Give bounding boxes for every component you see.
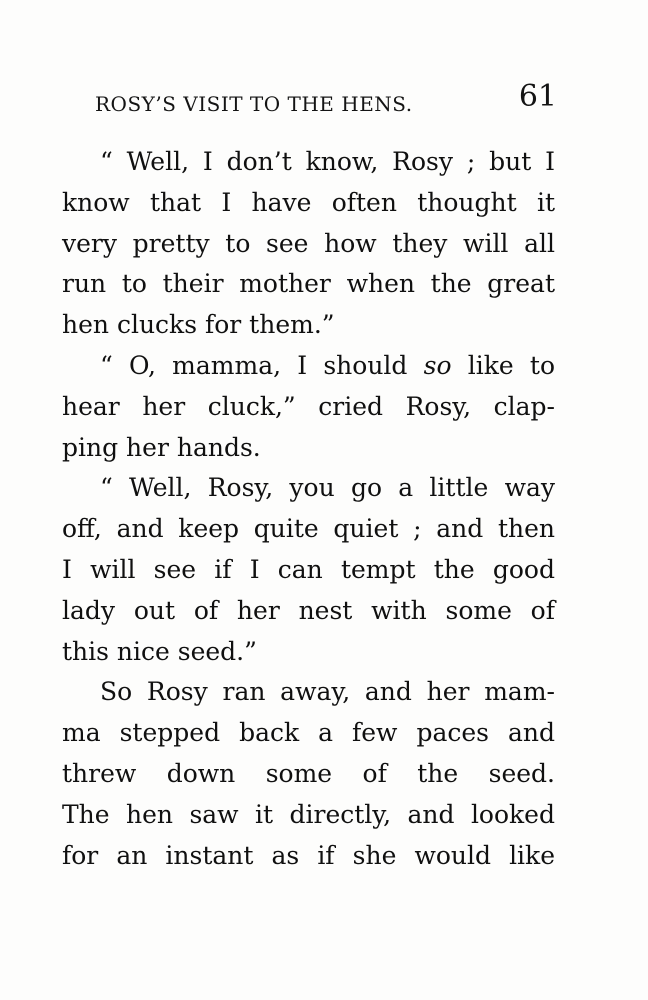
text-fragment: “ O, mamma, I should <box>100 350 408 380</box>
text-line: The hen saw it directly, and looked <box>62 799 555 829</box>
text-line: ping her hands. <box>62 432 261 462</box>
text-line: this nice seed.” <box>62 636 257 666</box>
text-line: “ Well, Rosy, you go a little way <box>100 473 555 503</box>
text-fragment: like to <box>467 350 556 380</box>
text-line: threw down some of the seed. <box>62 758 555 788</box>
text-line: know that I have often thought it <box>62 187 555 217</box>
text-line: I will see if I can tempt the good <box>62 554 555 584</box>
text-line: off, and keep quite quiet ; and then <box>62 514 555 544</box>
text-line <box>62 346 555 387</box>
text-line: “ Well, I don’t know, Rosy ; but I <box>100 147 555 176</box>
text-line: ma stepped back a few paces and <box>62 718 555 748</box>
running-head: ROSY’S VISIT TO THE HENS. <box>95 92 413 116</box>
text-line: hear her cluck,” cried Rosy, clap- <box>62 391 555 421</box>
text-line: very pretty to see how they will all <box>62 228 555 258</box>
text-line: run to their mother when the great <box>62 269 555 299</box>
text-line: hen clucks for them.” <box>62 310 335 340</box>
page-number: 61 <box>518 79 557 114</box>
page-header <box>95 79 557 122</box>
text-line: lady out of her nest with some of <box>62 595 555 625</box>
body-text <box>62 142 555 876</box>
text-line: for an instant as if she would like <box>62 840 555 870</box>
italic-word: so <box>423 350 452 380</box>
text-line: So Rosy ran away, and her mam- <box>100 677 555 707</box>
